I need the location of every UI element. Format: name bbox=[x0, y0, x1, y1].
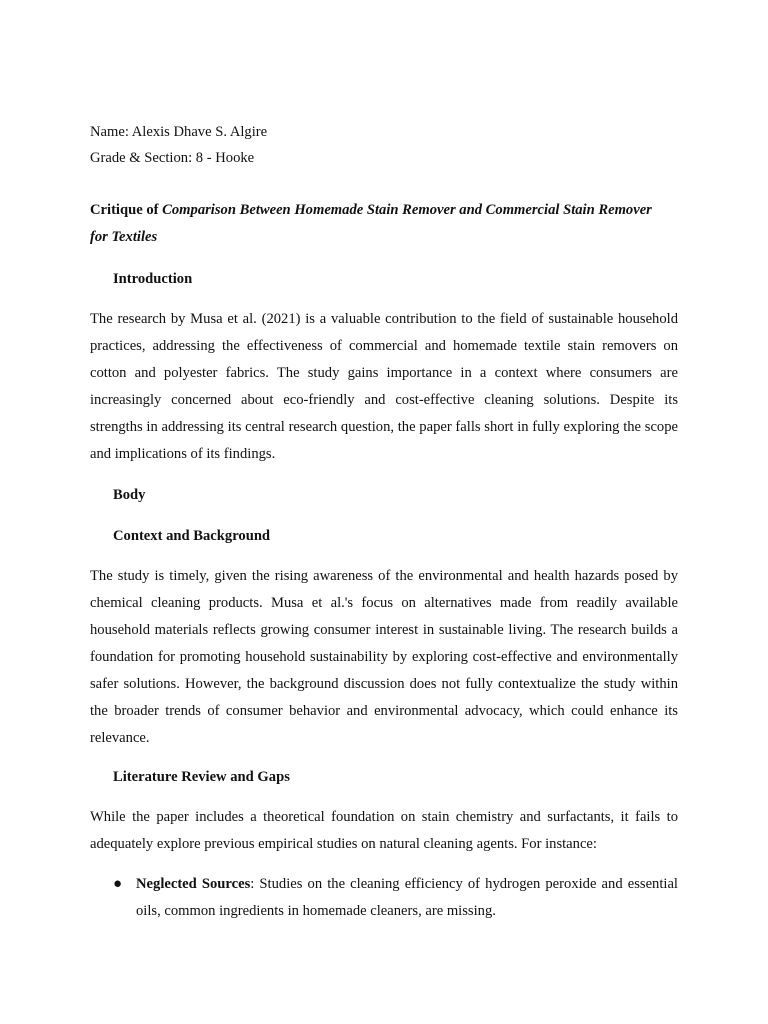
bullet-label: Neglected Sources bbox=[136, 876, 251, 892]
literature-heading: Literature Review and Gaps bbox=[113, 769, 290, 785]
context-heading: Context and Background bbox=[113, 528, 271, 544]
critique-title-italic-1: Comparison Between Homemade Stain Remover and Commercial Stain Remover bbox=[162, 202, 652, 218]
grade-section: Grade & Section: 8 - Hooke bbox=[90, 150, 255, 166]
introduction-paragraph: The research by Musa et al. (2021) is a valuable contribution to the field of sustainable household practices, addressing the effectiveness of commercial and homemade textile stain removers on cotton and polyester fabrics. The study gains importance in a context where consumers are increasingly concerned about eco-friendly and cost-effective cleaning solutions. Despite its strengths in addressing its central research question, the paper falls short in fully exploring the scope and implications of its findings. bbox=[90, 311, 678, 462]
introduction-heading: Introduction bbox=[113, 271, 193, 287]
document-page bbox=[90, 0, 678, 1024]
bullet-text bbox=[136, 871, 678, 925]
context-paragraph: The study is timely, given the rising awareness of the environmental and health hazards posed by chemical cleaning products. Musa et al.'s focus on alternatives made from readily available household materials reflects growing consumer interest in sustainable living. The research builds a foundation for promoting household sustainability by exploring cost-effective and environmentally safer solutions. However, the background discussion does not fully contextualize the study within the broader trends of consumer behavior and environmental advocacy, which could enhance its relevance. bbox=[90, 568, 678, 746]
student-name: Name: Alexis Dhave S. Algire bbox=[90, 124, 268, 140]
literature-paragraph: While the paper includes a theoretical foundation on stain chemistry and surfactants, it fails to adequately explore previous empirical studies on natural cleaning agents. For instance: bbox=[90, 809, 678, 852]
critique-title-line-1 bbox=[90, 202, 678, 219]
body-heading: Body bbox=[113, 487, 146, 503]
critique-title-italic-2: for Textiles bbox=[90, 229, 158, 245]
critique-title-prefix: Critique of bbox=[90, 202, 163, 218]
bullet-body: : Studies on the cleaning efficiency of hydrogen peroxide and essential oils, common ingredients in homemade cleaners, are missing. bbox=[136, 876, 678, 919]
critique-title-line-2 bbox=[90, 229, 678, 246]
bullet-icon: ● bbox=[113, 876, 123, 892]
